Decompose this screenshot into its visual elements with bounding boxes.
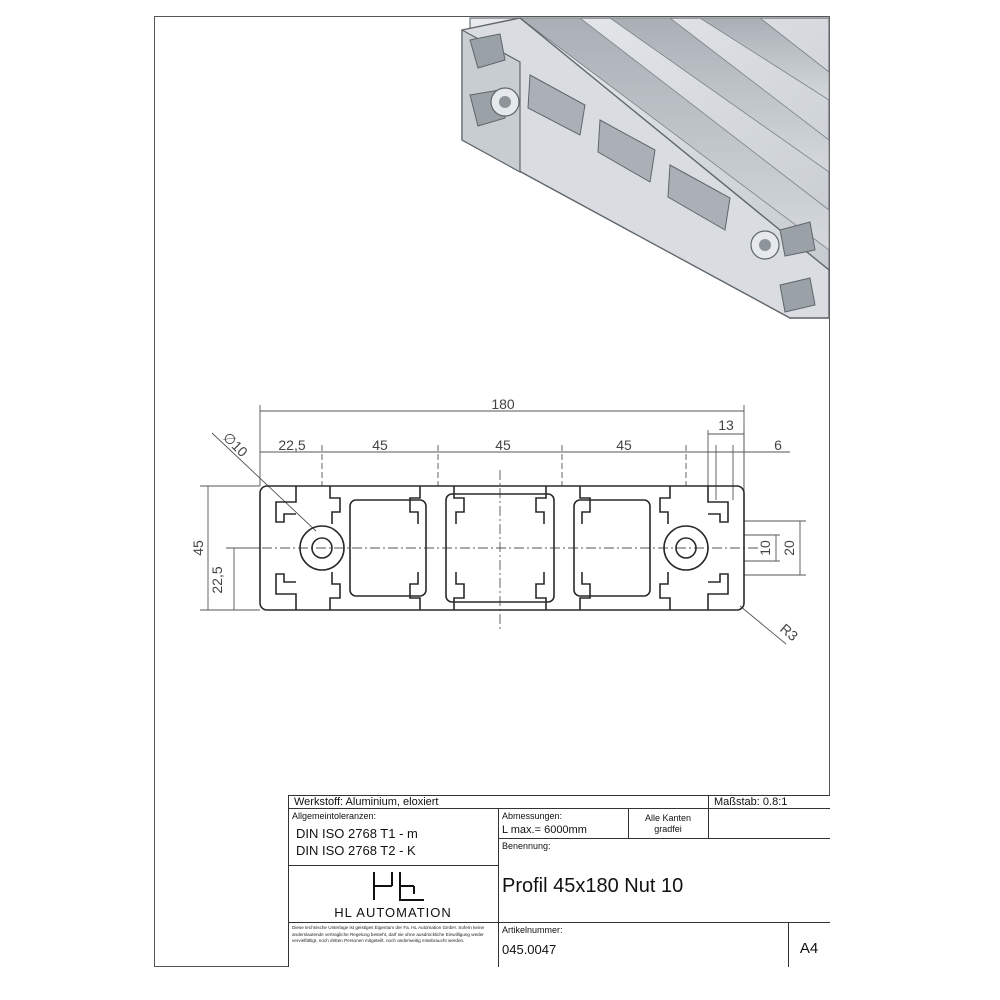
edges-line-1: Alle Kanten — [644, 813, 692, 823]
dim-slot-inner: 6 — [774, 437, 782, 453]
tolerances-label: Allgemeintoleranzen: — [292, 811, 377, 821]
dim-slot-outer: 13 — [718, 417, 734, 433]
dim-pitch-2: 45 — [495, 437, 511, 453]
title-block — [288, 795, 830, 967]
article-label: Artikelnummer: — [502, 925, 563, 935]
dimensions-label: Abmessungen: — [502, 811, 563, 821]
hl-logo-icon — [370, 870, 430, 906]
material-text: Werkstoff: Aluminium, eloxiert — [294, 796, 439, 808]
scale-text: Maßstab: 0.8:1 — [714, 796, 788, 808]
tolerance-2: DIN ISO 2768 T2 - K — [296, 843, 416, 858]
dim-corner-radius: R3 — [777, 620, 802, 645]
tolerance-1: DIN ISO 2768 T1 - m — [296, 826, 418, 841]
name-label: Benennung: — [502, 841, 551, 851]
legal-note: Diese technische Unterlage ist geistiges Eigentum der Fa. HL Automation GmbH. Sofern keine anderslautende vertragliche Regelung besteht, darf sie ohne ausdrückliche Einwilligung weder vervielfältigt, noch dritten Personen mitgeteilt, noch anderweitig missbraucht werden. — [292, 925, 485, 944]
dim-slot-depth: 20 — [781, 540, 797, 556]
dim-bore-diameter: ∅10 — [220, 428, 252, 460]
length-max: L max.= 6000mm — [502, 824, 587, 836]
article-number: 045.0047 — [502, 942, 557, 957]
format-text: A4 — [799, 940, 819, 957]
dim-overall-width: 180 — [491, 396, 515, 412]
dim-pitch-1: 45 — [372, 437, 388, 453]
profile-name: Profil 45x180 Nut 10 — [502, 875, 684, 897]
dim-half-height: 22,5 — [209, 566, 225, 594]
dim-core-bore: 10 — [757, 540, 773, 556]
edges-line-2: gradfei — [654, 824, 682, 834]
dim-height: 45 — [190, 540, 206, 556]
dim-pitch-3: 45 — [616, 437, 632, 453]
company-name: HL AUTOMATION — [334, 905, 452, 920]
dim-first-offset: 22,5 — [278, 437, 306, 453]
